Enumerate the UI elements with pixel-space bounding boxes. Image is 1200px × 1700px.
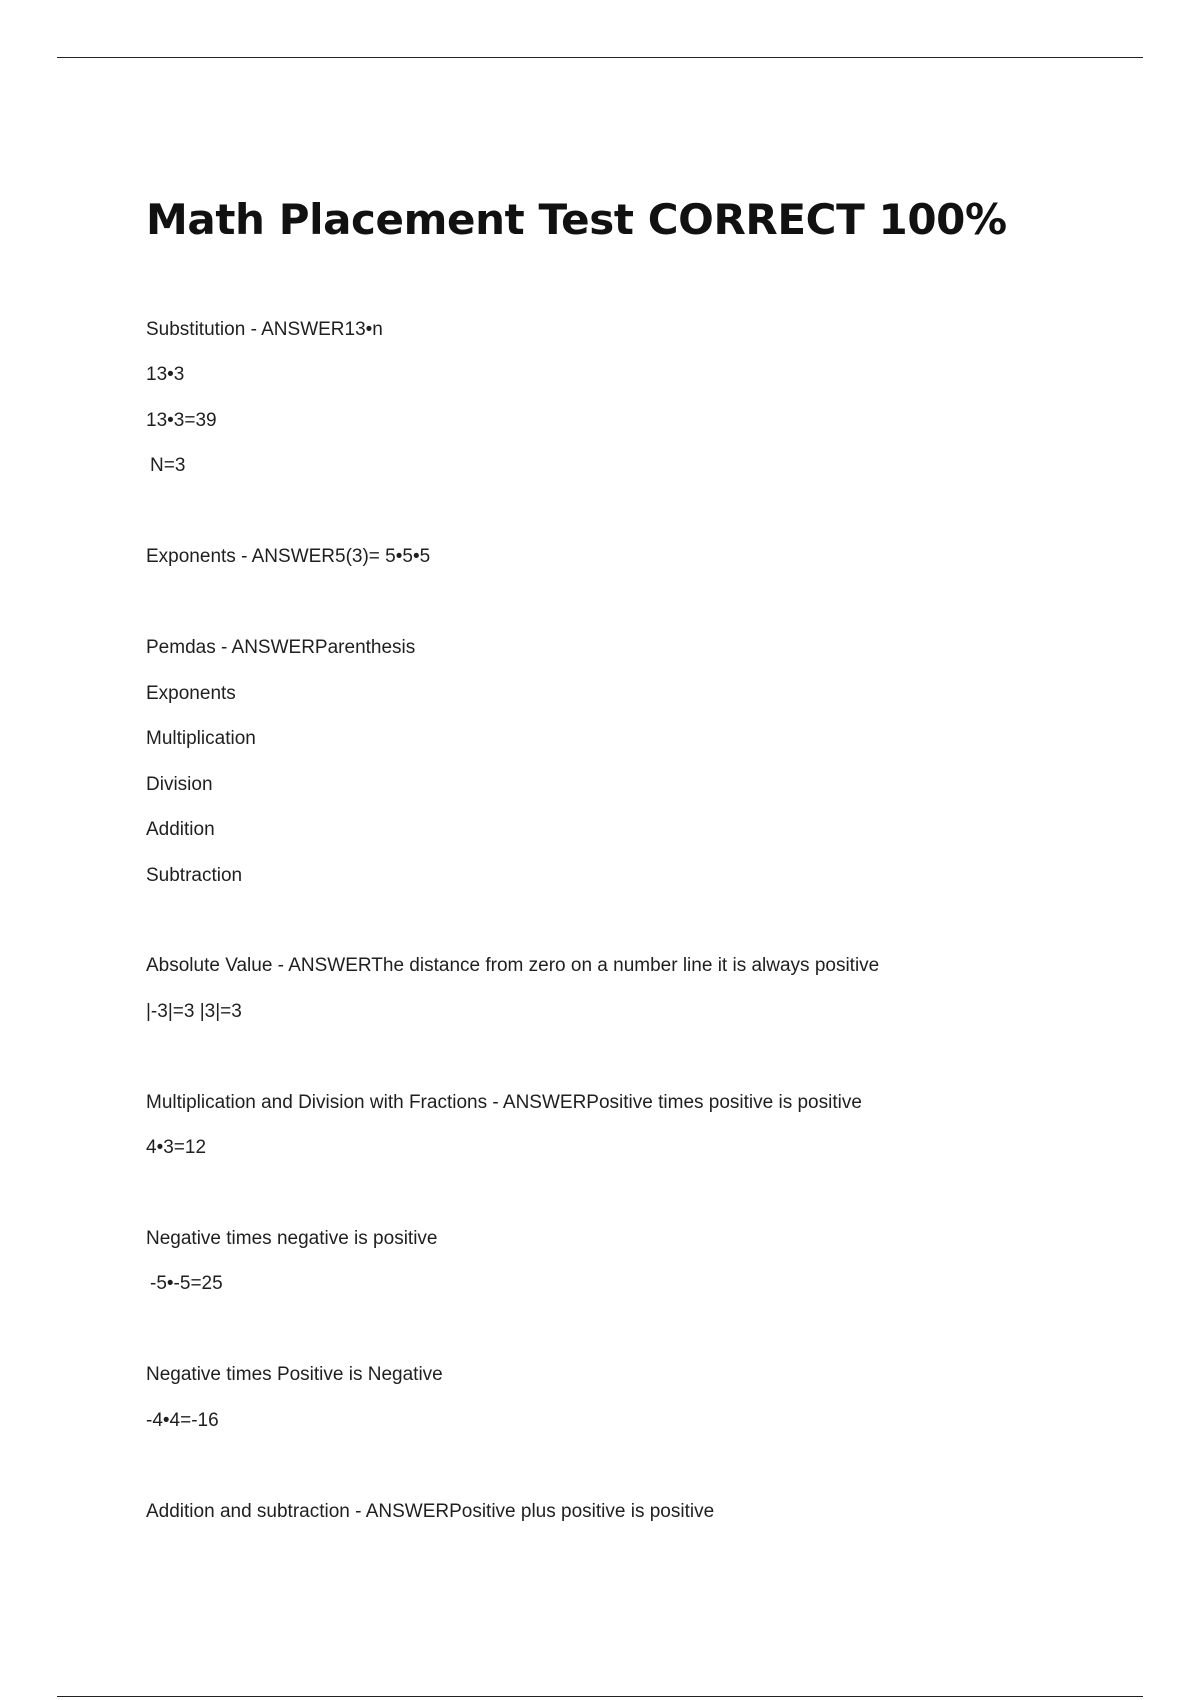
- answer-line: -5•-5=25: [150, 1273, 223, 1294]
- fractions-question: Multiplication and Division with Fractions - ANSWERPositive times positive is positive: [146, 1092, 862, 1113]
- answer-line: N=3: [150, 455, 186, 476]
- exponents-question: Exponents - ANSWER5(3)= 5•5•5: [146, 546, 431, 567]
- top-divider: [57, 57, 1143, 58]
- answer-line: Exponents: [146, 683, 236, 704]
- answer-line: 4•3=12: [146, 1137, 207, 1158]
- answer-line: Negative times Positive is Negative: [146, 1364, 443, 1385]
- answer-line: Division: [146, 774, 213, 795]
- bottom-divider: [57, 1696, 1143, 1697]
- pemdas-question: Pemdas - ANSWERParenthesis: [146, 637, 416, 658]
- document-title: Math Placement Test CORRECT 100%: [146, 195, 1007, 244]
- answer-line: 13•3: [146, 364, 185, 385]
- answer-line: Negative times negative is positive: [146, 1228, 438, 1249]
- answer-line: Subtraction: [146, 865, 243, 886]
- substitution-question: Substitution - ANSWER13•n: [146, 319, 383, 340]
- answer-line: 13•3=39: [146, 410, 217, 431]
- addition-subtraction-question: Addition and subtraction - ANSWERPositive plus positive is positive: [146, 1501, 715, 1522]
- answer-line: Addition: [146, 819, 215, 840]
- answer-line: |-3|=3 |3|=3: [146, 1001, 242, 1022]
- answer-line: -4•4=-16: [146, 1410, 219, 1431]
- absolute-value-question: Absolute Value - ANSWERThe distance from zero on a number line it is always positive: [146, 955, 880, 976]
- answer-line: Multiplication: [146, 728, 256, 749]
